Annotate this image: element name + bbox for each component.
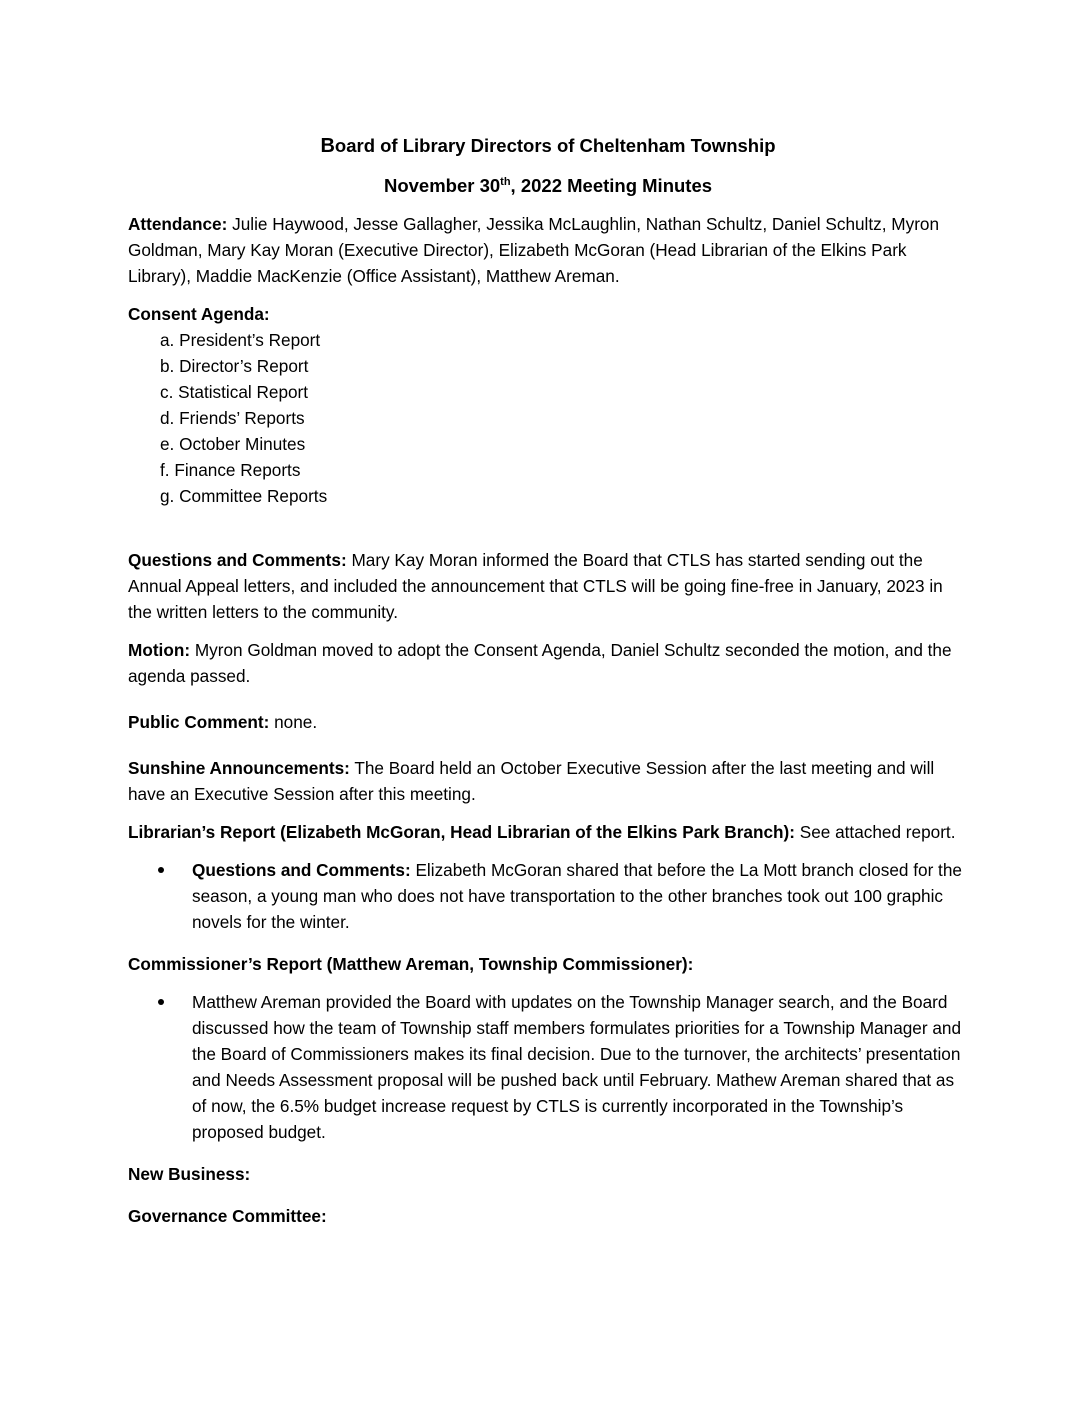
questions-comments-paragraph [128, 547, 968, 625]
subtitle-ordinal: th [500, 176, 511, 188]
agenda-item: b. Director’s Report [160, 356, 309, 376]
sunshine-label: Sunshine Announcements: [128, 758, 350, 778]
librarian-report-label: Librarian’s Report (Elizabeth McGoran, Head Librarian of the Elkins Park Branch): [128, 822, 795, 842]
title-rest: oard of Library Directors of Cheltenham Township [334, 135, 776, 156]
librarian-report-paragraph [128, 819, 968, 845]
agenda-item: g. Committee Reports [160, 486, 328, 506]
agenda-item: c. Statistical Report [160, 382, 309, 402]
agenda-item: f. Finance Reports [160, 460, 301, 480]
motion-paragraph [128, 637, 968, 689]
public-comment-label: Public Comment: [128, 712, 270, 732]
bullet-text: Matthew Areman provided the Board with updates on the Township Manager search, and the Board discussed how the team of Township staff members formulates priorities for a Township Manager and the Board of Commissioners makes its final decision. Due to the turnover, the architects’ presentation and Needs Assessment proposal will be pushed back until February. Mathew Areman shared that as of now, the 6.5% budget increase request by CTLS is currently incorporated in the Township’s proposed budget. [192, 992, 962, 1142]
governance-heading [128, 1203, 968, 1229]
consent-agenda-heading [128, 301, 968, 327]
bullet-icon [158, 867, 164, 873]
bullet-label: Questions and Comments: [192, 860, 411, 880]
commissioner-report-paragraph [128, 951, 968, 977]
questions-comments-text: Mary Kay Moran informed the Board that CTLS has started sending out the Annual Appeal letters, and included the announcement that CTLS will be going fine-free in January, 2023 in the written letters to the community. [128, 550, 943, 622]
attendance-label: Attendance: [128, 214, 228, 234]
public-comment-paragraph [128, 709, 968, 735]
questions-comments-label: Questions and Comments: [128, 550, 347, 570]
bullet-icon [158, 999, 164, 1005]
bullet-text: Elizabeth McGoran shared that before the La Mott branch closed for the season, a young man who does not have transportation to the other branches took out 100 graphic novels for the winter. [192, 860, 962, 932]
agenda-item: d. Friends’ Reports [160, 408, 305, 428]
governance-label: Governance Committee: [128, 1206, 327, 1226]
librarian-report-text: See attached report. [794, 822, 956, 842]
sunshine-paragraph [128, 755, 968, 807]
motion-label: Motion: [128, 640, 191, 660]
consent-agenda-list [128, 327, 968, 509]
document-subtitle [128, 173, 968, 199]
sunshine-text: The Board held an October Executive Session after the last meeting and will have an Executive Session after this meeting. [128, 758, 935, 804]
new-business-label: New Business: [128, 1164, 251, 1184]
subtitle-date: November 30 [383, 175, 501, 196]
agenda-item: a. President’s Report [160, 330, 321, 350]
commissioner-report-list [128, 989, 968, 1145]
document-title [128, 133, 968, 159]
attendance-paragraph [128, 211, 968, 289]
document-content [128, 128, 968, 1229]
agenda-item: e. October Minutes [160, 434, 306, 454]
consent-agenda-label: Consent Agenda: [128, 304, 270, 324]
list-item [192, 857, 968, 935]
list-item [192, 989, 968, 1145]
librarian-report-list [128, 857, 968, 935]
commissioner-report-label: Commissioner’s Report (Matthew Areman, Township Commissioner): [128, 954, 694, 974]
public-comment-text: none. [269, 712, 318, 732]
subtitle-rest: , 2022 Meeting Minutes [510, 175, 713, 196]
motion-text: Myron Goldman moved to adopt the Consent Agenda, Daniel Schultz seconded the motion, and the agenda passed. [128, 640, 952, 686]
attendance-text: Julie Haywood, Jesse Gallagher, Jessika McLaughlin, Nathan Schultz, Daniel Schultz, Myron Goldman, Mary Kay Moran (Executive Director), Elizabeth McGoran (Head Librarian of the Elkins Park Library), Maddie MacKenzie (Office Assistant), Matthew Areman. [128, 214, 940, 286]
new-business-heading [128, 1161, 968, 1187]
title-first-letter: B [320, 135, 335, 157]
